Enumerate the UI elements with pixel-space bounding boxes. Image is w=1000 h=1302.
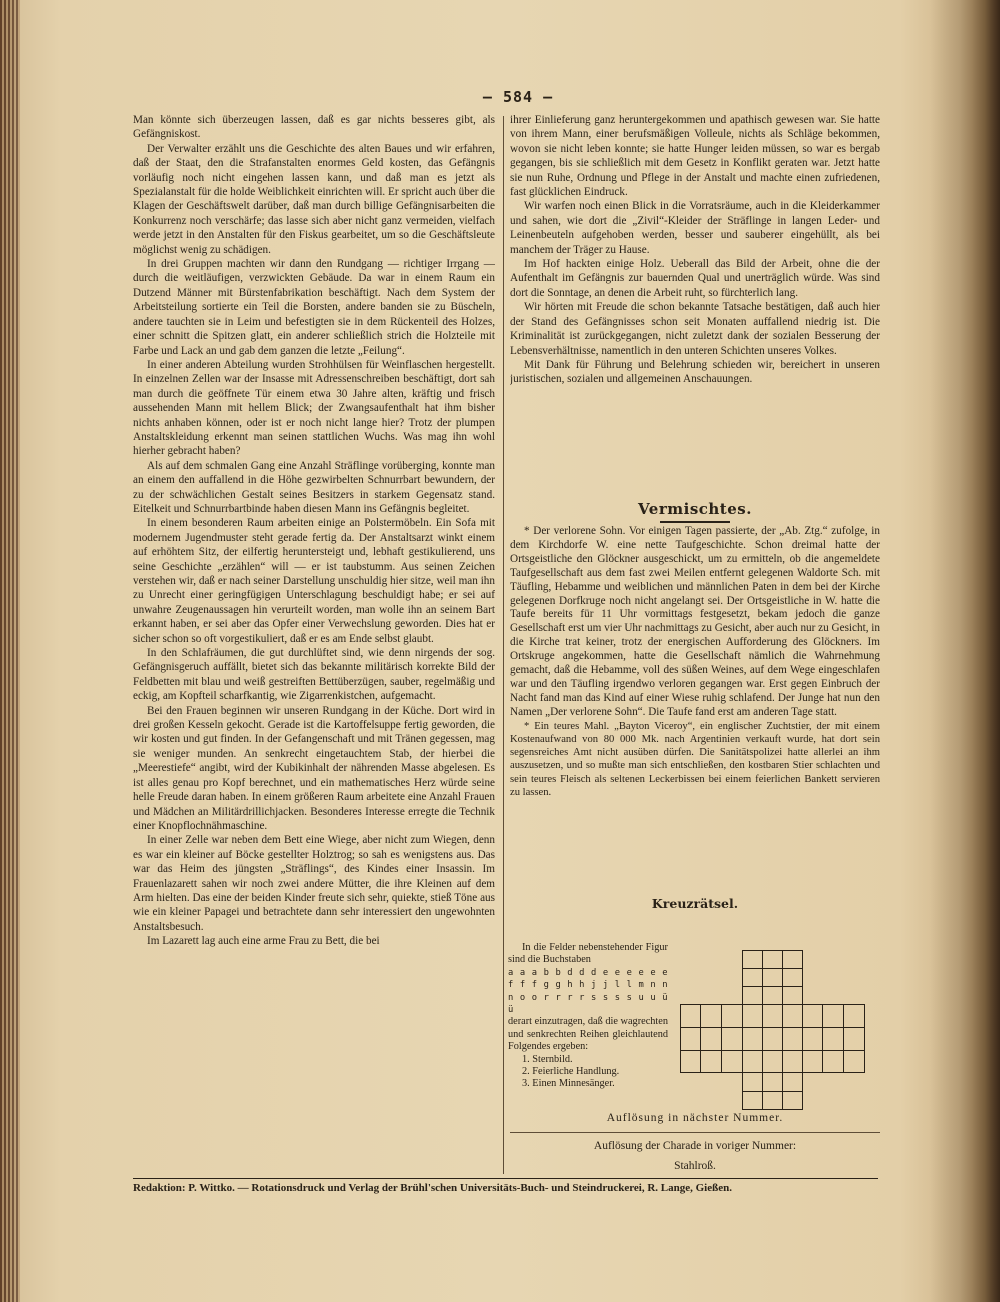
paragraph: Man könnte sich überzeugen lassen, daß es gar nichts besseres gibt, als Gefängniskost.	[133, 114, 495, 141]
section-heading: Vermischtes.	[638, 500, 752, 518]
crossword-instructions	[508, 942, 668, 1092]
letter-list: a a a b b d d d e e e e e e f f f g g h h j j l l m n n n o o r r r r s s s s u u ü ü	[508, 967, 668, 1016]
left-column	[133, 113, 495, 1173]
paragraph: Im Hof hackten einige Holz. Ueberall das Bild der Arbeit, ohne die der Aufenthalt im Gefängnis zur bauernden Qual und unerträglich würde. Was sind dort die Sonntage, an denen die Arbeit ruht, so fürchterlich lang.	[510, 258, 880, 299]
charade-answer: Stahlroß.	[674, 1160, 716, 1172]
paragraph: Als auf dem schmalen Gang eine Anzahl Sträflinge vorüberging, konnte man an einem den auffallend in die Höhe gezwirbelten Schnurrbart bewundern, der zu der schwächlichen Gestalt seines Besitzers in starkem Gegensatz stand. Eitelkeit und Schnurrbartbinde haben diesen Mann ins Gefängnis begleitet.	[133, 459, 495, 515]
right-column	[510, 113, 880, 523]
news-item: * Der verlorene Sohn. Vor einigen Tagen passierte, der „Ab. Ztg.“ zufolge, in dem Kirchdorfe W. eine nette Taufgeschichte. Schon dreimal hatte der Ortsgeistliche den Glöckner ausgeschickt, um zu ermitteln, ob die angemeldete Taufgesellschaft aus dem fast zwei Meilen entfernt gelegenen Waldorte Sch. mit Täufling, Hebamme und weiblichen und männlichen Paten in dem bei der Kirche gelegenen Dorfkruge noch nicht angelangt sei. Der Ortsgeistliche in W. hatte die Taufe bereits für 11 Uhr vormittags festgesetzt, bekam jedoch die ganze Gesellschaft erst um vier Uhr nachmittags zu Gesicht, aber auch nur zu Gesicht, in die Kirche trat keiner, trotz der energischen Aufforderung des Glöckners. Im Ortskruge angekommen, hatte die Gesellschaft nämlich die Wahrnehmung gemacht, daß die Hebamme, voll des süßen Weines, auf dem Wege eingeschlafen war und den Täufling irgendwo verloren gegangen war. Erst gegen Einbruch der Nacht fand man das Kind auf einer Wiese ruhig schlafend. Der Junge hat nun den Namen „Der verlorene Sohn“. Die Taufe fand erst am anderen Tage statt.	[510, 525, 880, 718]
news-item: * Ein teures Mahl. „Bayton Viceroy“, ein englischer Zuchtstier, der mit einem Kostenaufwand von 80 000 Mk. nach Argentinien verkauft wurde, hat dort sein segensreiches Amt nicht ausüben dürfen. Die Sanitätspolizei hatte allerlei an ihm auszusetzen, und so mußte man sich entschließen, den kostbaren Stier schlachten und sein teures Fleisch als seltenen Leckerbissen bei einem feierlichen Bankett servieren zu lassen.	[510, 720, 880, 798]
paragraph: Wir warfen noch einen Blick in die Vorratsräume, auch in die Kleiderkammer und sahen, wie dort die „Zivil“-Kleider der Sträflinge in langen Leder- und Leinenbeuteln aufgehoben werden, besser und sauberer eingehüllt, als bei manchem der Träger zu Hause.	[510, 200, 880, 256]
clue: 1. Sternbild.	[522, 1053, 573, 1065]
paragraph: Im Lazarett lag auch eine arme Frau zu Bett, die bei	[147, 935, 380, 948]
page-edge	[0, 0, 20, 1302]
instructions-rest: derart einzutragen, daß die wagrechten und senkrechten Reihen gleichlautend Folgendes ergeben:	[508, 1016, 668, 1053]
clue: 3. Einen Minnesänger.	[522, 1078, 615, 1090]
paragraph: Der Verwalter erzählt uns die Geschichte des alten Baues und wir erfahren, daß der Staat, den die Strafanstalten enormes Geld kosten, das Gefängnis vorläufig noch nicht eingehen lassen kann, und daß man es jetzt als Spezialanstalt für die holde Weiblichkeit einrichten will. Er spricht auch über die Klagen der Geschäftswelt darüber, daß man durch billige Gefängnisarbeiten die Konkurrenz noch verschärfe; das lasse sich aber nicht ganz vermeiden, vielfach werde jetzt in den Anstalten für den Fiskus gearbeitet, um so die Geschäftsleute möglichst wenig zu schädigen.	[133, 142, 495, 256]
solution-note: Auflösung in nächster Nummer.	[606, 1112, 784, 1124]
clue: 2. Feierliche Handlung.	[522, 1066, 620, 1078]
spine-shadow	[930, 0, 1000, 1302]
footer-rule	[133, 1178, 878, 1179]
divider-rule	[510, 1132, 880, 1133]
paragraph: In den Schlafräumen, die gut durchlüftet sind, wie denn nirgends der sog. Gefängnisgeruch auffällt, bietet sich das bekannte militärisch korrekte Bild der Feldbetten mit blau und weiß gestreiften Bettüberzügen, sauber, regelmäßig und eckig, am Kopfteil scharfkantig, wie Zigarrenkistchen, aufgemacht.	[133, 647, 495, 703]
paragraph: In einer anderen Abteilung wurden Strohhülsen für Weinflaschen hergestellt. In einzelnen Zellen war der Insasse mit Adressenschreiben beschäftigt, dort sah man durch die geöffnete Tür einem etwa 30 Jahre alten, kräftig und frisch aussehenden Mann mit hellem Blick; der Zwangsaufenthalt hat ihm bisher nichts anhaben können, oder ist er noch nicht lange hier? Trotz der plumpen Anstaltskleidung erkennt man seinen stattlichen Wuchs. Was mag ihn wohl hierher gebracht haben?	[133, 358, 495, 458]
misc-section	[510, 525, 880, 870]
paragraph: Wir hörten mit Freude die schon bekannte Tatsache bestätigen, daß auch hier der Stand des Gefängnisses schon seit Monaten auffallend niedrig ist. Die Kriminalität ist zurückgegangen, nicht zuletzt dank der sozialen Besserung der Lebensverhältnisse, namentlich in den unteren Schichten unseres Volkes.	[510, 301, 880, 357]
crossword-title: Kreuzrätsel.	[651, 896, 739, 911]
instructions-intro: In die Felder nebenstehender Figur sind die Buchstaben	[508, 942, 668, 966]
paragraph: In einer Zelle war neben dem Bett eine Wiege, aber nicht zum Wiegen, denn es war ein kleiner auf Böcke gestellter Holztrog; so sah es wenigstens aus. Das war das Heim des jüngsten „Sträflings“, des Kindes einer Insassin. Im Frauenlazarett sahen wir noch zwei andere Mütter, die ihre Kleinen auf dem Arm hielten. Das eine der beiden Kinder freute sich sehr, quiekte, stieß Töne aus wie ein kleiner Papagei und betrachtete dann sehr interessiert den ungewohnten Anstaltsbesuch.	[133, 834, 495, 933]
page-number: — 584 —	[482, 88, 554, 106]
paragraph: In einem besonderen Raum arbeiten einige an Polstermöbeln. Ein Sofa mit modernem Jugendmuster steht gerade fertig da. Der Anstaltsarzt winkt einem auf erhöhtem Sitz, der eilfertig heruntersteigt und, lebhaft gestikulierend, uns seine Geschichte „erzählen“ will — er ist taubstumm. Aus seinen Zeichen verstehen wir, daß er nach seiner Darstellung unschuldig hier sitze, weil man ihn zu Unrecht einer geringfügigen Unterschlagung beschuldigt habe; er sei auf unwahre Zeugenaussagen hin verurteilt worden, man wolle ihn an seinem Bart erkannt haben, er sei aber das Opfer einer Verwechslung geworden. Dies hat er sicher schon so oft vorgestikuliert, daß er es am Ende selbst glaubt.	[133, 517, 495, 645]
paragraph: In drei Gruppen machten wir dann den Rundgang — richtiger Irrgang — durch die weitläufigen, verzwickten Gebäude. Da war in einem Raum ein Dutzend Männer mit Bürstenfabrikation beschäftigt. Nach dem System der Arbeitsteilung sortierte ein Teil die Borsten, andere banden sie zu Büscheln, andere tauchten sie in Leim und befestigten sie in dem Rückenteil des Holzes, einer schnitt die Spitzen glatt, ein anderer schließlich strich die Holzteile mit Farbe und Lack an und gab dem ganzen die letzte „Feilung“.	[133, 258, 495, 357]
charade-note: Auflösung der Charade in voriger Nummer:	[593, 1140, 797, 1152]
paragraph: Bei den Frauen beginnen wir unseren Rundgang in der Küche. Dort wird in drei großen Kesseln gekocht. Gerade ist die Kartoffelsuppe fertig geworden, die wir kosten und gut finden. In der Gefangenschaft und mit Tränen gegessen, mag sie weniger munden. An senkrecht eingetauchtem Stab, der hierbei die „Meerestiefe“ angibt, wird der Kubikinhalt der nährenden Masse abgelesen. Es ist alles genau pro Kopf berechnet, und ein mathematisches Herz würde seine helle Freude daran haben. In einem größeren Raum arbeitete eine Anzahl Frauen und Mädchen an Militärdrillichjacken. Besonderes Interesse erregte die Technik einer Knopflochnähmaschine.	[133, 704, 495, 832]
paragraph: Mit Dank für Führung und Belehrung schieden wir, bereichert in unseren juristischen, sozialen und allgemeinen Anschauungen.	[510, 358, 880, 386]
column-divider	[503, 116, 504, 1174]
paragraph: ihrer Einlieferung ganz heruntergekommen und apathisch gewesen war. Sie hatte von ihrem Mann, einer berufsmäßigen Volleule, nichts als Schläge bekommen, wovon sie nicht leben konnte; sie hatte Hunger leiden müssen, so war es bergab gegangen, bis sie schließlich mit dem Gesetz in Konflikt geraten war. Jetzt hatte sie nun Ruhe, Ordnung und Pflege in der Anstalt und machte einen zufriedenen, fast glücklichen Eindruck.	[510, 114, 880, 199]
heading-rule	[660, 521, 730, 523]
imprint-line: Redaktion: P. Wittko. — Rotationsdruck und Verlag der Brühl'schen Universitäts-Buch- und Steindruckerei, R. Lange, Gießen.	[133, 1182, 732, 1194]
crossword-grid	[680, 950, 865, 1110]
